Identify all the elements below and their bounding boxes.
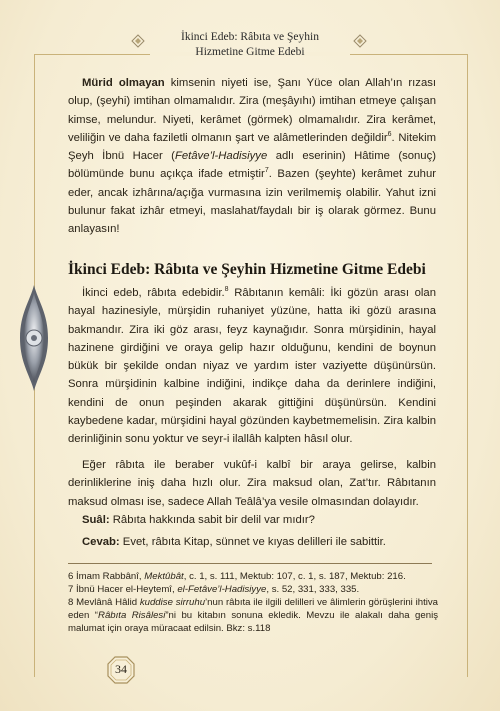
footnote-8	[68, 596, 438, 635]
italic-title: el-Fetâve’l-Hadisiyye	[177, 584, 267, 595]
text-span: 6 İmam Rabbânî,	[68, 571, 145, 582]
answer	[68, 533, 436, 551]
text-span: . Bazen (şeyhte) kerâmet zuhur eder, ancak izhârına/açığa vurmasına izin verilmemiş olabilir. Yahut izni bulunur fakat izhâr etmeyi, maslahat/faydalı bir iş olarak görmez. Bunu anlayasın!	[68, 168, 436, 236]
text-span: 8 Mevlânâ Hâlid	[68, 597, 140, 608]
section-heading: İkinci Edeb: Râbıta ve Şeyhin Hizmetine Gitme Edebi	[68, 261, 426, 278]
text-span: kimsenin niyeti ise, Şanı Yüce olan Allah’ın rızası olup, (şeyhi) imtihan olmamalıdır. Zira (meşâyıhı) imtihan etmeye çalışan kimse, melundur. Niyeti, kerâmet (görmek) olmamalıdır. Zira kerâmet, veliliğin ve daha faziletli olmanın şart ve alâmetlerinden değildir	[68, 77, 437, 144]
text-span: 7 İbnü Hacer el-Heytemî,	[68, 584, 178, 595]
footnote-ref-8[interactable]: 8	[224, 286, 229, 294]
footnote-6	[68, 570, 438, 583]
footnotes	[68, 570, 438, 635]
answer-label: Cevab:	[82, 536, 120, 548]
text-span: Râbıtanın kemâli: İki gözün arası olan hayal hazinesiyle, mürşidin ruhaniyet yüzüne, hatta iki gözü arasına bakmandır. Zira iki göz arası, feyz kaynağıdır. Sonra mürşidinin, hayal hazinene girdiğini ve oraya gelip hazır olduğunu, kendini de boynun bükük bir şekilde ondan niyaz ve yardım ister vaziyette düşünürsün. Sonra mürşidinin kalbine indiğini, indikçe daha da derinlere indiğini, kendini de onun peşinden akarak gittiğini düşünürsün. Kendini kaybedene kadar, mürşidini hayal gözünden kaybetmemelisin. Zira kalbin derinliğinin sonu yoktur ve seyr-i ilallâh kalpten hâsıl olur.	[68, 287, 437, 446]
text-span: İkinci edeb, râbıta edebidir.	[82, 287, 225, 299]
header-line-2: Hizmetine Gitme Edebi	[195, 46, 305, 58]
footnote-7	[68, 583, 438, 596]
question-text: Râbıta hakkında sabit bir delil var mıdır?	[109, 514, 315, 526]
text-span: , c. 1, s. 111, Mektub: 107, c. 1, s. 187, Mektub: 216.	[183, 571, 406, 582]
question-label: Suâl:	[82, 514, 110, 526]
italic-title: Râbıta Risâlesi	[98, 610, 166, 621]
text-span: . Nitekim Şeyh İbnü Hacer (	[68, 131, 436, 163]
italic-title: Mektûbât	[144, 571, 184, 582]
diamond-ornament-icon	[131, 34, 145, 48]
italic-work-title: Fetâve’l-Hadisiyye	[174, 150, 268, 163]
text-span: ’nun râbıta ile ilgili delilleri ve âlimlerin görüşlerini ihtiva eden “	[68, 597, 438, 621]
paragraph-3-text: Eğer râbıta ile beraber vukûf-i kalbî bir araya gelirse, kalbin derinliklerine iniş daha hızlı olur. Zira maksud olan, Zat’tır. Râbıtanın maksud olması ise, sadece Allah Teâlâ’ya vesile olmasından dolayıdır.	[68, 459, 436, 508]
header-line-1: İkinci Edeb: Râbıta ve Şeyhin	[181, 31, 319, 43]
text-span: ”ni bu kitabın sonuna ekledik. Mevzu ile alakalı daha geniş malumat için oraya müracaat edilsin. Bkz: s.118	[68, 610, 438, 634]
medallion-ornament-icon	[18, 283, 50, 393]
footnote-ref-6[interactable]: 6	[387, 131, 392, 139]
paragraph-3	[68, 456, 436, 511]
footnote-ref-7[interactable]: 7	[264, 167, 269, 175]
italic-term: kuddise sirruhu	[139, 597, 206, 608]
page-number: 34	[115, 662, 127, 676]
text-span: , s. 52, 331, 333, 335.	[266, 584, 360, 595]
paragraph-2	[68, 284, 436, 449]
question	[68, 511, 436, 529]
text-span: adlı eserinin) Hâtime (sonuç) bölümünde bunu açıkça ifade etmiştir	[68, 150, 436, 181]
footnote-divider	[68, 563, 432, 564]
running-header	[150, 30, 350, 60]
answer-text: Evet, râbıta Kitap, sünnet ve kıyas delilleri ile sabittir.	[119, 536, 386, 548]
paragraph-1	[68, 74, 436, 239]
bold-term: Mürid olmayan	[82, 77, 165, 89]
diamond-ornament-icon	[353, 34, 367, 48]
